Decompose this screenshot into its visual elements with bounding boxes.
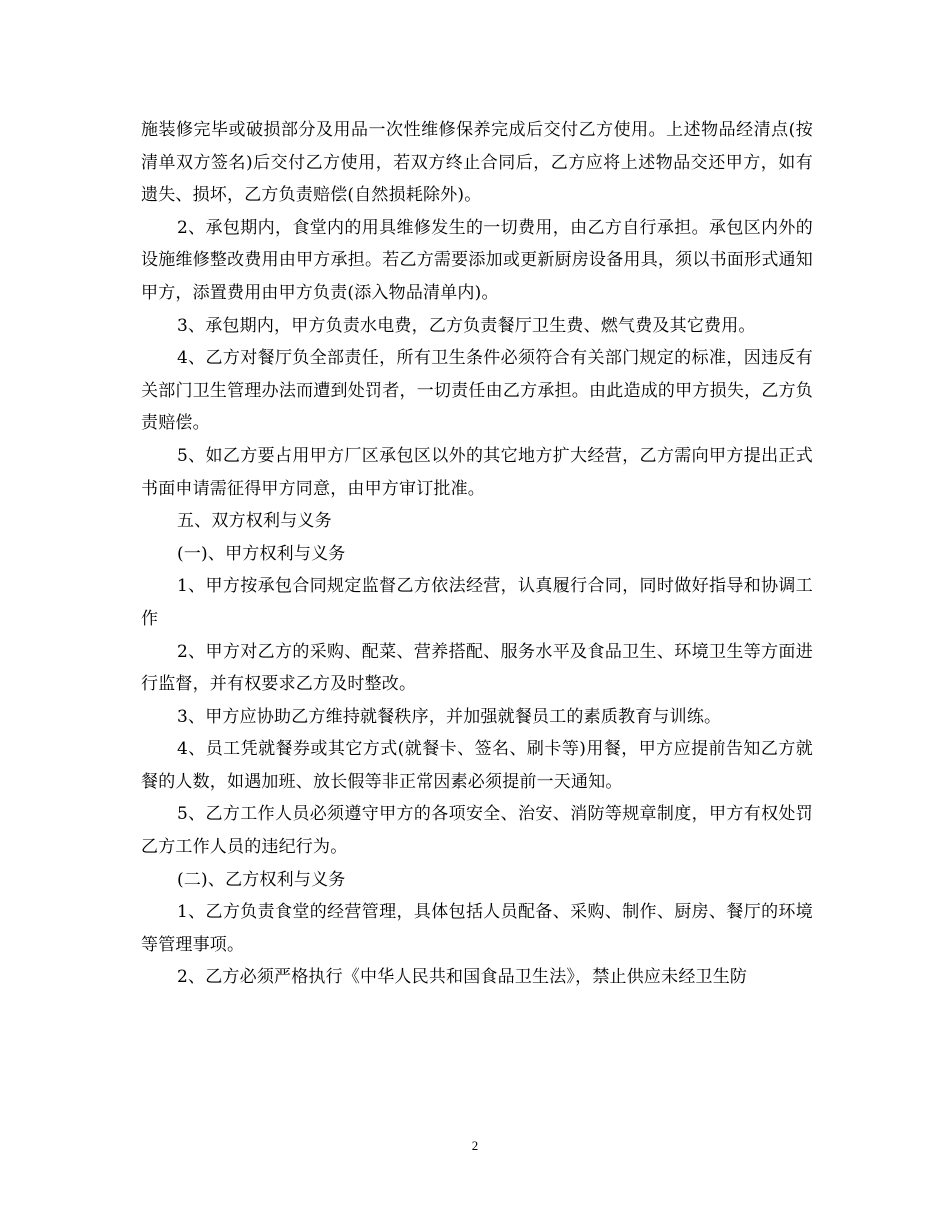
paragraph-continuation: 施装修完毕或破损部分及用品一次性维修保养完成后交付乙方使用。上述物品经清点(按清单双方签名)后交付乙方使用，若双方终止合同后，乙方应将上述物品交还甲方，如有遗失、损坏，乙方负责赔偿(自然损耗除外)。 xyxy=(141,120,813,206)
paragraph-party-a-item-2: 2、甲方对乙方的采购、配菜、营养搭配、服务水平及食品卫生、环境卫生等方面进行监督，并有权要求乙方及时整改。 xyxy=(141,641,813,695)
section-heading-rights-obligations: 五、双方权利与义务 xyxy=(177,511,332,532)
paragraph-party-a-item-1: 1、甲方按承包合同规定监督乙方依法经营，认真履行合同，同时做好指导和协调工作 xyxy=(141,576,813,629)
page-number: 2 xyxy=(471,1138,479,1153)
paragraph-clause-3-fees: 3、承包期内，甲方负责水电费，乙方负责餐厅卫生费、燃气费及其它费用。 xyxy=(177,315,756,336)
paragraph-party-b-item-1: 1、乙方负责食堂的经营管理，具体包括人员配备、采购、制作、厨房、餐厅的环境等管理事项。 xyxy=(141,902,813,955)
paragraph-party-a-item-3: 3、甲方应协助乙方维持就餐秩序，并加强就餐员工的素质教育与训练。 xyxy=(177,706,722,727)
paragraph-party-a-item-4: 4、员工凭就餐券或其它方式(就餐卡、签名、刷卡等)用餐，甲方应提前告知乙方就餐的人数，如遇加班、放长假等非正常因素必须提前一天通知。 xyxy=(141,739,813,792)
document-body xyxy=(141,114,813,994)
paragraph-clause-5-expansion: 5、如乙方要占用甲方厂区承包区以外的其它地方扩大经营，乙方需向甲方提出正式书面申请需征得甲方同意，由甲方审订批准。 xyxy=(141,445,813,499)
paragraph-party-a-item-5: 5、乙方工作人员必须遵守甲方的各项安全、治安、消防等规章制度，甲方有权处罚乙方工作人员的违纪行为。 xyxy=(141,804,813,858)
subsection-heading-party-b: (二)、乙方权利与义务 xyxy=(177,869,346,890)
paragraph-clause-4-responsibility: 4、乙方对餐厅负全部责任，所有卫生条件必须符合有关部门规定的标准，因违反有关部门卫生管理办法而遭到处罚者，一切责任由乙方承担。由此造成的甲方损失，乙方负责赔偿。 xyxy=(141,348,813,434)
paragraph-party-b-item-2: 2、乙方必须严格执行《中华人民共和国食品卫生法》，禁止供应未经卫生防 xyxy=(177,967,748,988)
paragraph-clause-2-maintenance: 2、承包期内，食堂内的用具维修发生的一切费用，由乙方自行承担。承包区内外的设施维修整改费用由甲方承担。若乙方需要添加或更新厨房设备用具，须以书面形式通知甲方，添置费用由甲方负责(添入物品清单内)。 xyxy=(141,217,813,303)
subsection-heading-party-a: (一)、甲方权利与义务 xyxy=(177,543,346,564)
